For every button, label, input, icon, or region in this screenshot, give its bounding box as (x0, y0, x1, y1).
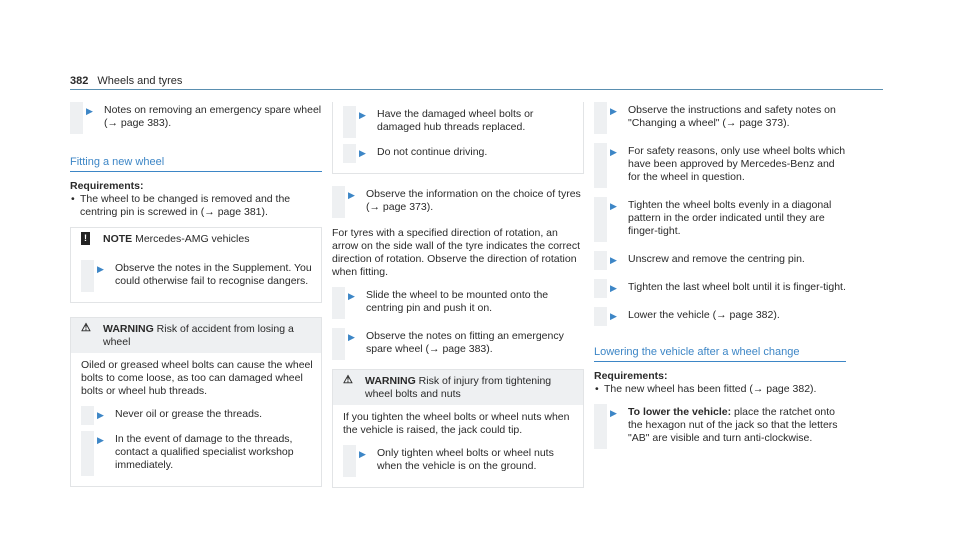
column-1 (70, 102, 322, 496)
page-number: 382 (70, 75, 89, 87)
arrow-icon: ▶ (610, 311, 617, 321)
step (594, 102, 846, 134)
step (343, 144, 577, 163)
page-title: Wheels and tyres (97, 75, 183, 87)
warning-icon: ⚠ (81, 322, 91, 334)
arrow-icon: ▶ (359, 449, 366, 459)
step (594, 251, 846, 270)
bullet-icon: • (595, 383, 599, 395)
step-text: Observe the notes on fitting an emergency spare wheel (→ page 383). (366, 330, 564, 355)
step-text: Observe the information on the choice of tyres (→ page 373). (366, 188, 581, 213)
step-text (612, 406, 846, 445)
step-text: Tighten the last wheel bolt until it is finger-tight. (628, 281, 846, 293)
warning-label: WARNING (103, 323, 154, 335)
warning-box (70, 317, 322, 487)
warning-header (71, 318, 321, 353)
arrow-icon: ▶ (97, 435, 104, 445)
arrow-icon: ▶ (97, 264, 104, 274)
arrow-icon: ▶ (348, 332, 355, 342)
arrow-icon: ▶ (610, 106, 617, 116)
step-text: Slide the wheel to be mounted onto the centring pin and push it on. (366, 289, 549, 314)
requirements-label: Requirements: (70, 180, 144, 192)
step (332, 186, 584, 218)
note-box (70, 227, 322, 303)
warning-box-continued (332, 102, 584, 174)
step (594, 307, 846, 326)
column-3 (594, 102, 846, 458)
arrow-icon: ▶ (86, 106, 93, 116)
warning-header (333, 370, 583, 405)
warning-text: If you tighten the wheel bolts or wheel nuts when the vehicle is raised, the jack could tip. (343, 411, 570, 436)
step-text: Never oil or grease the threads. (115, 408, 263, 420)
bullet-icon: • (71, 193, 75, 205)
step-text: Unscrew and remove the centring pin. (628, 253, 805, 265)
step-text: For safety reasons, only use wheel bolts which have been approved by Mercedes-Benz and for the wheel in question. (628, 145, 846, 183)
step-text: Lower the vehicle (→ page 382). (628, 309, 780, 321)
arrow-icon: ▶ (359, 110, 366, 120)
step (594, 197, 846, 242)
requirement-text: The wheel to be changed is removed and the centring pin is screwed in (→ page 381). (80, 193, 291, 218)
arrow-icon: ▶ (348, 190, 355, 200)
paragraph: For tyres with a specified direction of rotation, an arrow on the side wall of the tyre indicates the correct direction of rotation. Observe the direction of rotation when fitting. (332, 227, 581, 278)
arrow-icon: ▶ (359, 148, 366, 158)
warning-icon: ⚠ (343, 374, 353, 386)
warning-label: WARNING (365, 375, 416, 387)
arrow-icon: ▶ (348, 291, 355, 301)
note-title: Mercedes-AMG vehicles (135, 233, 250, 245)
arrow-icon: ▶ (97, 410, 104, 420)
arrow-icon: ▶ (610, 408, 617, 418)
step (81, 431, 315, 476)
note-header (71, 228, 321, 250)
step (70, 102, 322, 134)
step-text: Observe the notes in the Supplement. You could otherwise fail to recognise dangers. (115, 262, 312, 287)
step (594, 279, 846, 298)
step (343, 445, 577, 477)
step (332, 287, 584, 319)
step-text: In the event of damage to the threads, contact a qualified specialist workshop immediately. (115, 433, 294, 471)
section-heading: Lowering the vehicle after a wheel change (594, 346, 846, 362)
requirement-item (70, 193, 322, 219)
arrow-icon: ▶ (610, 147, 617, 157)
column-2 (332, 102, 584, 497)
step (332, 328, 584, 360)
warning-title: Risk of accident from losing a wheel (103, 323, 294, 348)
step-text: Do not continue driving. (377, 146, 488, 158)
step-text: Observe the instructions and safety notes on "Changing a wheel" (→ page 373). (628, 104, 836, 129)
step-text: Have the damaged wheel bolts or damaged hub threads replaced. (377, 108, 534, 133)
requirement-text: The new wheel has been fitted (→ page 382). (604, 383, 817, 395)
step-bold-label: To lower the vehicle: (628, 406, 732, 418)
arrow-icon: ▶ (610, 255, 617, 265)
step (594, 404, 846, 449)
arrow-icon: ▶ (610, 283, 617, 293)
note-label: NOTE (103, 233, 133, 245)
warning-title: Risk of injury from tightening wheel bolts and nuts (365, 375, 552, 400)
step (594, 143, 846, 188)
step-rest: place the ratchet onto the hexagon nut of the jack so that the letters "AB" are visible and turn anti-clockwise. (628, 406, 838, 444)
requirement-item (594, 383, 846, 396)
warning-text: Oiled or greased wheel bolts can cause the wheel bolts to come loose, as too can damaged wheel bolts or wheel hub threads. (81, 359, 313, 397)
page-header (70, 75, 182, 88)
section-heading: Fitting a new wheel (70, 156, 322, 172)
step (81, 406, 315, 425)
warning-box (332, 369, 584, 488)
step-text: Tighten the wheel bolts evenly in a diagonal pattern in the order indicated until they are finger-tight. (628, 199, 832, 237)
step-text: Notes on removing an emergency spare wheel (→ page 383). (104, 104, 322, 129)
step-text: Only tighten wheel bolts or wheel nuts when the vehicle is on the ground. (377, 447, 554, 472)
arrow-icon: ▶ (610, 201, 617, 211)
step (343, 106, 577, 138)
requirements-label: Requirements: (594, 370, 668, 382)
exclamation-icon: ! (81, 232, 90, 245)
step (81, 260, 315, 292)
header-rule (70, 89, 883, 90)
